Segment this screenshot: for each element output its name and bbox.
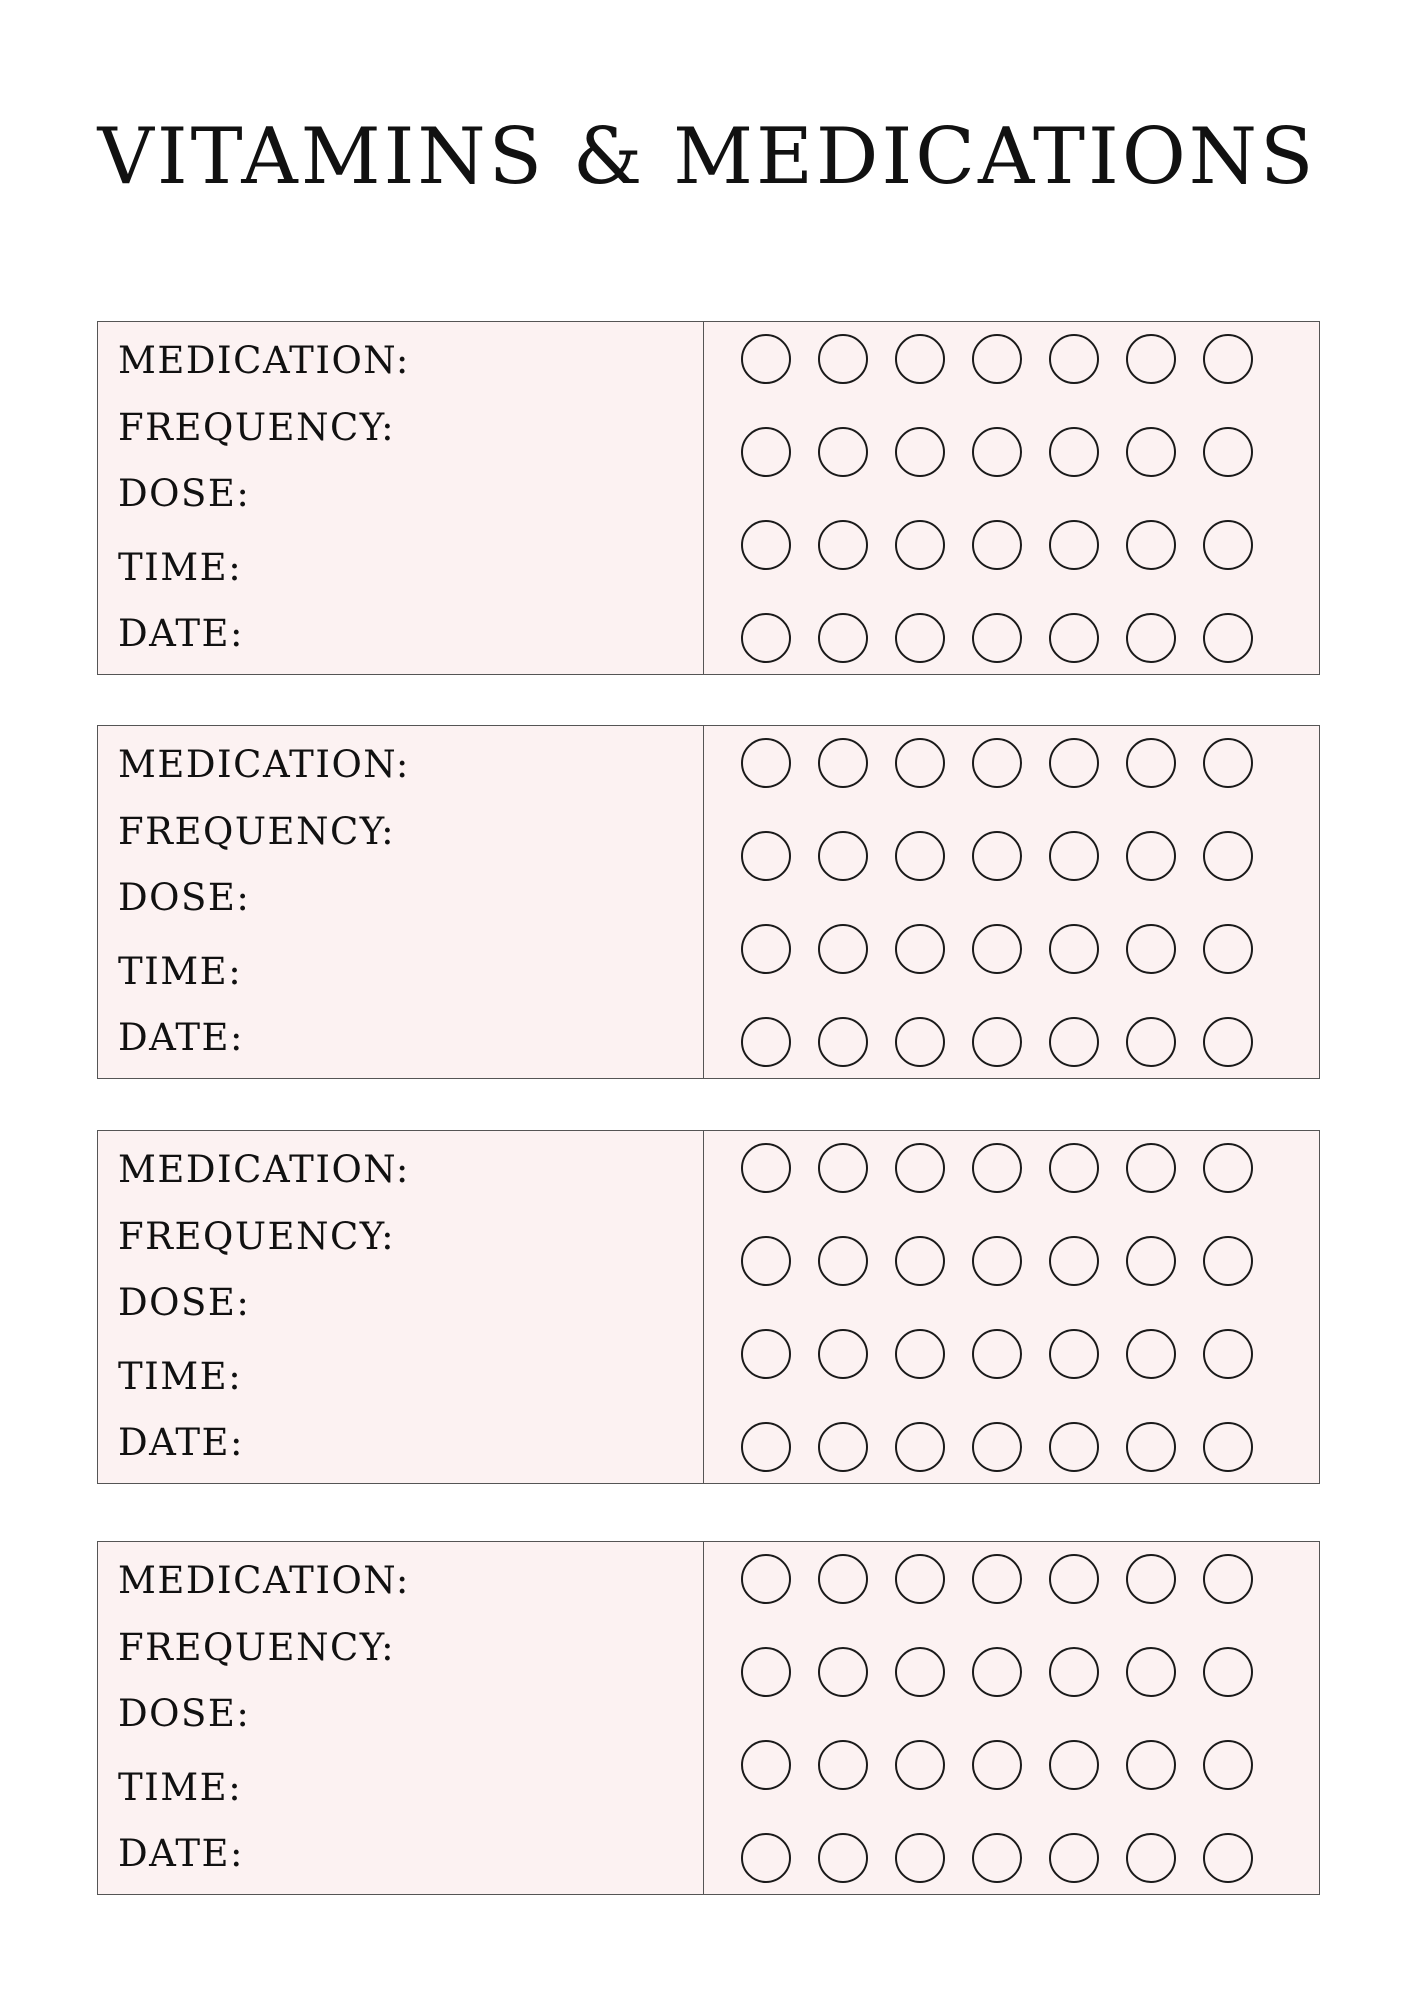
tracker-checkbox-circle[interactable] — [818, 613, 868, 663]
tracker-checkbox-circle[interactable] — [741, 1329, 791, 1379]
tracker-checkbox-circle[interactable] — [818, 1647, 868, 1697]
time-label: TIME: — [118, 1766, 243, 1809]
tracker-checkbox-circle[interactable] — [1126, 1422, 1176, 1472]
tracker-row — [741, 831, 1301, 885]
tracker-checkbox-circle[interactable] — [1049, 1422, 1099, 1472]
tracker-checkbox-circle[interactable] — [741, 520, 791, 570]
tracker-checkbox-circle[interactable] — [1049, 1236, 1099, 1286]
tracker-checkbox-circle[interactable] — [895, 738, 945, 788]
tracker-checkbox-circle[interactable] — [741, 1017, 791, 1067]
tracker-checkbox-circle[interactable] — [741, 613, 791, 663]
tracker-checkbox-circle[interactable] — [972, 1833, 1022, 1883]
tracker-row — [741, 738, 1301, 792]
tracker-checkbox-circle[interactable] — [972, 334, 1022, 384]
dose-label: DOSE: — [118, 876, 251, 919]
tracker-checkbox-circle[interactable] — [1126, 1647, 1176, 1697]
frequency-label: FREQUENCY: — [118, 1215, 396, 1258]
dose-label: DOSE: — [118, 1281, 251, 1324]
dose-label: DOSE: — [118, 472, 251, 515]
tracker-checkbox-circle[interactable] — [1203, 520, 1253, 570]
tracker-row — [741, 1740, 1301, 1794]
tracker-checkbox-circle[interactable] — [1203, 334, 1253, 384]
tracker-checkbox-circle[interactable] — [1049, 1329, 1099, 1379]
tracker-checkbox-circle[interactable] — [972, 520, 1022, 570]
card-divider — [703, 322, 704, 674]
tracker-row — [741, 924, 1301, 978]
tracker-row — [741, 1833, 1301, 1887]
tracker-row — [741, 1143, 1301, 1197]
tracker-checkbox-circle[interactable] — [972, 738, 1022, 788]
tracker-checkbox-circle[interactable] — [1049, 520, 1099, 570]
tracker-checkbox-circle[interactable] — [1203, 613, 1253, 663]
tracker-checkbox-circle[interactable] — [972, 1329, 1022, 1379]
tracker-checkbox-circle[interactable] — [741, 1236, 791, 1286]
tracker-checkbox-circle[interactable] — [1049, 1017, 1099, 1067]
tracker-checkbox-circle[interactable] — [1049, 1833, 1099, 1883]
tracker-checkbox-circle[interactable] — [895, 1740, 945, 1790]
tracker-checkbox-circle[interactable] — [1126, 613, 1176, 663]
tracker-checkbox-circle[interactable] — [1203, 1740, 1253, 1790]
tracker-checkbox-circle[interactable] — [741, 831, 791, 881]
dose-tracker-grid — [741, 738, 1301, 1070]
tracker-checkbox-circle[interactable] — [895, 1143, 945, 1193]
tracker-checkbox-circle[interactable] — [741, 1833, 791, 1883]
medication-label: MEDICATION: — [118, 339, 410, 382]
tracker-checkbox-circle[interactable] — [1049, 613, 1099, 663]
page-title: VITAMINS & MEDICATIONS — [97, 112, 1317, 202]
tracker-checkbox-circle[interactable] — [1126, 1329, 1176, 1379]
tracker-checkbox-circle[interactable] — [972, 427, 1022, 477]
tracker-checkbox-circle[interactable] — [895, 1017, 945, 1067]
tracker-row — [741, 1422, 1301, 1476]
date-label: DATE: — [118, 612, 245, 655]
tracker-checkbox-circle[interactable] — [741, 1554, 791, 1604]
tracker-checkbox-circle[interactable] — [1049, 334, 1099, 384]
tracker-checkbox-circle[interactable] — [972, 831, 1022, 881]
tracker-checkbox-circle[interactable] — [1126, 1143, 1176, 1193]
tracker-checkbox-circle[interactable] — [818, 831, 868, 881]
tracker-checkbox-circle[interactable] — [1203, 1554, 1253, 1604]
tracker-checkbox-circle[interactable] — [895, 334, 945, 384]
tracker-row — [741, 1236, 1301, 1290]
tracker-row — [741, 1554, 1301, 1608]
tracker-checkbox-circle[interactable] — [1049, 738, 1099, 788]
medication-label: MEDICATION: — [118, 1148, 410, 1191]
tracker-checkbox-circle[interactable] — [895, 613, 945, 663]
tracker-checkbox-circle[interactable] — [972, 1017, 1022, 1067]
tracker-checkbox-circle[interactable] — [972, 1647, 1022, 1697]
tracker-checkbox-circle[interactable] — [972, 1143, 1022, 1193]
date-label: DATE: — [118, 1421, 245, 1464]
card-divider — [703, 726, 704, 1078]
time-label: TIME: — [118, 950, 243, 993]
tracker-checkbox-circle[interactable] — [1203, 1422, 1253, 1472]
dose-label: DOSE: — [118, 1692, 251, 1735]
tracker-row — [741, 520, 1301, 574]
tracker-checkbox-circle[interactable] — [818, 427, 868, 477]
tracker-checkbox-circle[interactable] — [741, 1143, 791, 1193]
time-label: TIME: — [118, 546, 243, 589]
dose-tracker-grid — [741, 1143, 1301, 1475]
date-label: DATE: — [118, 1016, 245, 1059]
dose-tracker-grid — [741, 1554, 1301, 1886]
tracker-checkbox-circle[interactable] — [818, 1143, 868, 1193]
tracker-checkbox-circle[interactable] — [1126, 1017, 1176, 1067]
tracker-checkbox-circle[interactable] — [895, 1329, 945, 1379]
tracker-checkbox-circle[interactable] — [972, 613, 1022, 663]
tracker-checkbox-circle[interactable] — [1126, 1740, 1176, 1790]
tracker-checkbox-circle[interactable] — [1049, 924, 1099, 974]
tracker-checkbox-circle[interactable] — [1126, 831, 1176, 881]
card-divider — [703, 1131, 704, 1483]
dose-tracker-grid — [741, 334, 1301, 666]
tracker-checkbox-circle[interactable] — [741, 1647, 791, 1697]
tracker-checkbox-circle[interactable] — [818, 738, 868, 788]
tracker-checkbox-circle[interactable] — [1126, 427, 1176, 477]
tracker-checkbox-circle[interactable] — [741, 334, 791, 384]
tracker-checkbox-circle[interactable] — [1203, 738, 1253, 788]
tracker-checkbox-circle[interactable] — [895, 520, 945, 570]
tracker-checkbox-circle[interactable] — [972, 924, 1022, 974]
tracker-checkbox-circle[interactable] — [818, 1740, 868, 1790]
tracker-checkbox-circle[interactable] — [1203, 427, 1253, 477]
tracker-checkbox-circle[interactable] — [1049, 1740, 1099, 1790]
tracker-checkbox-circle[interactable] — [818, 1554, 868, 1604]
tracker-checkbox-circle[interactable] — [895, 1422, 945, 1472]
tracker-checkbox-circle[interactable] — [818, 1017, 868, 1067]
tracker-checkbox-circle[interactable] — [818, 1236, 868, 1286]
tracker-checkbox-circle[interactable] — [972, 1740, 1022, 1790]
tracker-checkbox-circle[interactable] — [895, 831, 945, 881]
tracker-checkbox-circle[interactable] — [1126, 1554, 1176, 1604]
tracker-checkbox-circle[interactable] — [741, 924, 791, 974]
tracker-checkbox-circle[interactable] — [818, 1329, 868, 1379]
tracker-checkbox-circle[interactable] — [741, 1422, 791, 1472]
tracker-checkbox-circle[interactable] — [1203, 1236, 1253, 1286]
card-divider — [703, 1542, 704, 1894]
tracker-checkbox-circle[interactable] — [1049, 1647, 1099, 1697]
frequency-label: FREQUENCY: — [118, 406, 396, 449]
tracker-checkbox-circle[interactable] — [1203, 1647, 1253, 1697]
tracker-checkbox-circle[interactable] — [972, 1236, 1022, 1286]
tracker-row — [741, 1017, 1301, 1071]
medication-card — [97, 725, 1320, 1079]
tracker-row — [741, 427, 1301, 481]
tracker-checkbox-circle[interactable] — [895, 924, 945, 974]
tracker-checkbox-circle[interactable] — [1049, 427, 1099, 477]
medication-label: MEDICATION: — [118, 743, 410, 786]
tracker-checkbox-circle[interactable] — [1203, 1833, 1253, 1883]
tracker-checkbox-circle[interactable] — [972, 1554, 1022, 1604]
tracker-checkbox-circle[interactable] — [818, 334, 868, 384]
tracker-checkbox-circle[interactable] — [1203, 1017, 1253, 1067]
tracker-row — [741, 334, 1301, 388]
tracker-checkbox-circle[interactable] — [1203, 1329, 1253, 1379]
medication-card — [97, 1541, 1320, 1895]
tracker-row — [741, 1329, 1301, 1383]
tracker-checkbox-circle[interactable] — [741, 1740, 791, 1790]
tracker-checkbox-circle[interactable] — [1203, 1143, 1253, 1193]
tracker-checkbox-circle[interactable] — [1126, 520, 1176, 570]
tracker-checkbox-circle[interactable] — [895, 1554, 945, 1604]
medication-card — [97, 321, 1320, 675]
tracker-checkbox-circle[interactable] — [741, 427, 791, 477]
tracker-checkbox-circle[interactable] — [895, 1236, 945, 1286]
tracker-checkbox-circle[interactable] — [1126, 738, 1176, 788]
tracker-checkbox-circle[interactable] — [818, 520, 868, 570]
frequency-label: FREQUENCY: — [118, 810, 396, 853]
tracker-checkbox-circle[interactable] — [818, 1833, 868, 1883]
tracker-checkbox-circle[interactable] — [972, 1422, 1022, 1472]
tracker-checkbox-circle[interactable] — [818, 924, 868, 974]
medication-label: MEDICATION: — [118, 1559, 410, 1602]
tracker-checkbox-circle[interactable] — [741, 738, 791, 788]
frequency-label: FREQUENCY: — [118, 1626, 396, 1669]
time-label: TIME: — [118, 1355, 243, 1398]
tracker-checkbox-circle[interactable] — [1203, 831, 1253, 881]
tracker-checkbox-circle[interactable] — [818, 1422, 868, 1472]
tracker-checkbox-circle[interactable] — [895, 1833, 945, 1883]
tracker-row — [741, 1647, 1301, 1701]
tracker-checkbox-circle[interactable] — [1126, 1236, 1176, 1286]
tracker-checkbox-circle[interactable] — [1049, 831, 1099, 881]
tracker-checkbox-circle[interactable] — [895, 1647, 945, 1697]
date-label: DATE: — [118, 1832, 245, 1875]
medication-card — [97, 1130, 1320, 1484]
tracker-checkbox-circle[interactable] — [1203, 924, 1253, 974]
tracker-checkbox-circle[interactable] — [1126, 334, 1176, 384]
tracker-checkbox-circle[interactable] — [1126, 1833, 1176, 1883]
tracker-checkbox-circle[interactable] — [1049, 1143, 1099, 1193]
tracker-row — [741, 613, 1301, 667]
tracker-checkbox-circle[interactable] — [1049, 1554, 1099, 1604]
tracker-checkbox-circle[interactable] — [1126, 924, 1176, 974]
tracker-checkbox-circle[interactable] — [895, 427, 945, 477]
